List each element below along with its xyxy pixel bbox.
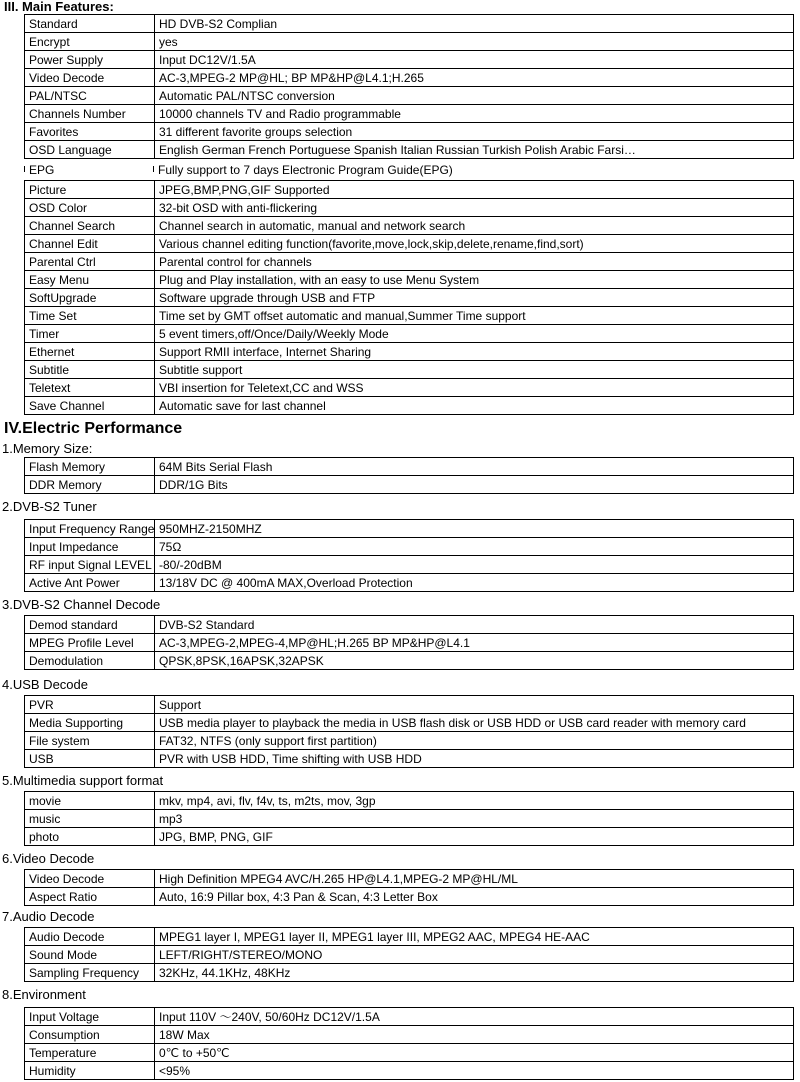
- spec-key: Audio Decode: [25, 928, 155, 946]
- spec-value: Support: [155, 696, 794, 714]
- spec-value: MPEG1 layer I, MPEG1 layer II, MPEG1 layer III, MPEG2 AAC, MPEG4 HE-AAC: [155, 928, 794, 946]
- spec-value: VBI insertion for Teletext,CC and WSS: [155, 379, 794, 397]
- spec-value: Automatic save for last channel: [155, 397, 794, 415]
- table-row: [25, 828, 794, 846]
- spec-value: DVB-S2 Standard: [155, 616, 794, 634]
- spec-key: Flash Memory: [25, 458, 155, 476]
- table-row: [25, 792, 794, 810]
- spec-key: Time Set: [25, 307, 155, 325]
- table-row: [25, 271, 794, 289]
- spec-value: Input 110V ～240V, 50/60Hz DC12V/1.5A: [155, 1008, 794, 1026]
- spec-key: Timer: [25, 325, 155, 343]
- spec-value: Channel search in automatic, manual and network search: [155, 217, 794, 235]
- spec-value: Auto, 16:9 Pillar box, 4:3 Pan & Scan, 4:3 Letter Box: [155, 888, 794, 906]
- table-row: [25, 51, 794, 69]
- spec-key: Input Voltage: [25, 1008, 155, 1026]
- table-row: [25, 810, 794, 828]
- table-row: [25, 343, 794, 361]
- table-row: [25, 696, 794, 714]
- spec-key: Standard: [25, 15, 155, 33]
- table-row: [25, 141, 794, 159]
- spec-value: JPEG,BMP,PNG,GIF Supported: [155, 181, 794, 199]
- spec-value: Various channel editing function(favorite,move,lock,skip,delete,rename,find,sort): [155, 235, 794, 253]
- table-row: [25, 928, 794, 946]
- spec-key: movie: [25, 792, 155, 810]
- spec-value: Automatic PAL/NTSC conversion: [155, 87, 794, 105]
- spec-key: USB: [25, 750, 155, 768]
- spec-key: Aspect Ratio: [25, 888, 155, 906]
- section-title: 4.USB Decode: [2, 677, 88, 692]
- electric-performance-heading: IV.Electric Performance: [4, 420, 183, 437]
- clipped-row-key: EPG: [29, 163, 55, 177]
- table-row: [25, 574, 794, 592]
- spec-value: 64M Bits Serial Flash: [155, 458, 794, 476]
- spec-key: PAL/NTSC: [25, 87, 155, 105]
- spec-value: 75Ω: [155, 538, 794, 556]
- spec-key: RF input Signal LEVEL: [25, 556, 155, 574]
- section-title: 7.Audio Decode: [2, 909, 95, 924]
- spec-value: Subtitle support: [155, 361, 794, 379]
- spec-value: Time set by GMT offset automatic and manual,Summer Time support: [155, 307, 794, 325]
- spec-key: Video Decode: [25, 870, 155, 888]
- spec-key: Channel Search: [25, 217, 155, 235]
- spec-key: OSD Color: [25, 199, 155, 217]
- spec-key: SoftUpgrade: [25, 289, 155, 307]
- spec-value: -80/-20dBM: [155, 556, 794, 574]
- section-table: [24, 695, 794, 768]
- spec-value: 18W Max: [155, 1026, 794, 1044]
- table-row: [25, 750, 794, 768]
- spec-key: File system: [25, 732, 155, 750]
- spec-value: mkv, mp4, avi, flv, f4v, ts, m2ts, mov, 3gp: [155, 792, 794, 810]
- spec-key: Sampling Frequency: [25, 964, 155, 982]
- spec-value: QPSK,8PSK,16APSK,32APSK: [155, 652, 794, 670]
- section-title: 5.Multimedia support format: [2, 773, 164, 788]
- spec-key: Power Supply: [25, 51, 155, 69]
- table-row: [25, 652, 794, 670]
- spec-value: AC-3,MPEG-2 MP@HL; BP MP&HP@L4.1;H.265: [155, 69, 794, 87]
- spec-key: Save Channel: [25, 397, 155, 415]
- spec-key: Channels Number: [25, 105, 155, 123]
- spec-key: Encrypt: [25, 33, 155, 51]
- spec-key: OSD Language: [25, 141, 155, 159]
- table-row: [25, 458, 794, 476]
- table-row: [25, 379, 794, 397]
- table-row: [25, 235, 794, 253]
- table-row: [25, 253, 794, 271]
- clipped-epg-row: [24, 163, 796, 177]
- table-row: [25, 476, 794, 494]
- spec-key: Input Impedance: [25, 538, 155, 556]
- table-row: [25, 397, 794, 415]
- spec-key: PVR: [25, 696, 155, 714]
- table-row: [25, 15, 794, 33]
- section-title: 1.Memory Size:: [2, 441, 93, 456]
- table-row: [25, 946, 794, 964]
- table-row: [25, 87, 794, 105]
- section-table: [24, 519, 794, 592]
- table-row: [25, 105, 794, 123]
- spec-key: Channel Edit: [25, 235, 155, 253]
- table-row: [25, 556, 794, 574]
- spec-key: DDR Memory: [25, 476, 155, 494]
- clipped-row-value: Fully support to 7 days Electronic Program Guide(EPG): [158, 163, 453, 177]
- section-title: 6.Video Decode: [2, 851, 95, 866]
- spec-key: Active Ant Power: [25, 574, 155, 592]
- spec-key: Demodulation: [25, 652, 155, 670]
- spec-value: LEFT/RIGHT/STEREO/MONO: [155, 946, 794, 964]
- spec-value: 5 event timers,off/Once/Daily/Weekly Mode: [155, 325, 794, 343]
- spec-value: Support RMII interface, Internet Sharing: [155, 343, 794, 361]
- spec-key: Ethernet: [25, 343, 155, 361]
- spec-key: Subtitle: [25, 361, 155, 379]
- spec-key: Picture: [25, 181, 155, 199]
- spec-key: photo: [25, 828, 155, 846]
- section-title: 3.DVB-S2 Channel Decode: [2, 597, 161, 612]
- table-row: [25, 1044, 794, 1062]
- table-row: [25, 33, 794, 51]
- section-title: 2.DVB-S2 Tuner: [2, 499, 97, 514]
- section-table: [24, 1007, 794, 1080]
- spec-value: Parental control for channels: [155, 253, 794, 271]
- section-table: [24, 927, 794, 982]
- spec-value: mp3: [155, 810, 794, 828]
- spec-key: Video Decode: [25, 69, 155, 87]
- spec-value: yes: [155, 33, 794, 51]
- table-row: [25, 538, 794, 556]
- spec-key: Sound Mode: [25, 946, 155, 964]
- table-row: [25, 123, 794, 141]
- spec-key: Temperature: [25, 1044, 155, 1062]
- table-row: [25, 307, 794, 325]
- table-row: [25, 732, 794, 750]
- spec-value: <95%: [155, 1062, 794, 1080]
- section-table: [24, 457, 794, 494]
- spec-value: Input DC12V/1.5A: [155, 51, 794, 69]
- table-row: [25, 217, 794, 235]
- section-table: [24, 791, 794, 846]
- spec-key: Input Frequency Range: [25, 520, 155, 538]
- spec-key: Parental Ctrl: [25, 253, 155, 271]
- spec-value: 0℃ to +50℃: [155, 1044, 794, 1062]
- section-table: [24, 615, 794, 670]
- spec-key: Favorites: [25, 123, 155, 141]
- table-row: [25, 870, 794, 888]
- table-row: [25, 634, 794, 652]
- table-row: [25, 1026, 794, 1044]
- spec-value: AC-3,MPEG-2,MPEG-4,MP@HL;H.265 BP MP&HP@L4.1: [155, 634, 794, 652]
- spec-value: HD DVB-S2 Complian: [155, 15, 794, 33]
- main-features-table-a: [24, 14, 794, 159]
- table-row: [25, 1062, 794, 1080]
- spec-value: JPG, BMP, PNG, GIF: [155, 828, 794, 846]
- spec-value: High Definition MPEG4 AVC/H.265 HP@L4.1,MPEG-2 MP@HL/ML: [155, 870, 794, 888]
- table-row: [25, 616, 794, 634]
- spec-value: DDR/1G Bits: [155, 476, 794, 494]
- spec-key: Easy Menu: [25, 271, 155, 289]
- table-row: [25, 289, 794, 307]
- spec-key: Consumption: [25, 1026, 155, 1044]
- spec-value: English German French Portuguese Spanish Italian Russian Turkish Polish Arabic Farsi…: [155, 141, 794, 159]
- spec-value: 10000 channels TV and Radio programmable: [155, 105, 794, 123]
- section-table: [24, 869, 794, 906]
- spec-key: music: [25, 810, 155, 828]
- spec-key: Demod standard: [25, 616, 155, 634]
- spec-value: Plug and Play installation, with an easy to use Menu System: [155, 271, 794, 289]
- table-row: [25, 325, 794, 343]
- table-row: [25, 199, 794, 217]
- table-row: [25, 181, 794, 199]
- spec-value: USB media player to playback the media in USB flash disk or USB HDD or USB card reader with memory card: [155, 714, 794, 732]
- spec-value: 31 different favorite groups selection: [155, 123, 794, 141]
- spec-value: 950MHZ-2150MHZ: [155, 520, 794, 538]
- spec-value: Software upgrade through USB and FTP: [155, 289, 794, 307]
- spec-value: 32KHz, 44.1KHz, 48KHz: [155, 964, 794, 982]
- table-row: [25, 714, 794, 732]
- table-row: [25, 1008, 794, 1026]
- spec-value: 32-bit OSD with anti-flickering: [155, 199, 794, 217]
- table-row: [25, 888, 794, 906]
- spec-key: Media Supporting: [25, 714, 155, 732]
- spec-key: Teletext: [25, 379, 155, 397]
- spec-value: 13/18V DC @ 400mA MAX,Overload Protection: [155, 574, 794, 592]
- spec-value: PVR with USB HDD, Time shifting with USB HDD: [155, 750, 794, 768]
- table-row: [25, 964, 794, 982]
- spec-value: FAT32, NTFS (only support first partition): [155, 732, 794, 750]
- table-row: [25, 361, 794, 379]
- table-row: [25, 520, 794, 538]
- main-features-heading: III. Main Features:: [4, 0, 114, 14]
- spec-key: Humidity: [25, 1062, 155, 1080]
- section-title: 8.Environment: [2, 987, 86, 1002]
- table-row: [25, 69, 794, 87]
- spec-key: MPEG Profile Level: [25, 634, 155, 652]
- main-features-table-b: [24, 180, 794, 415]
